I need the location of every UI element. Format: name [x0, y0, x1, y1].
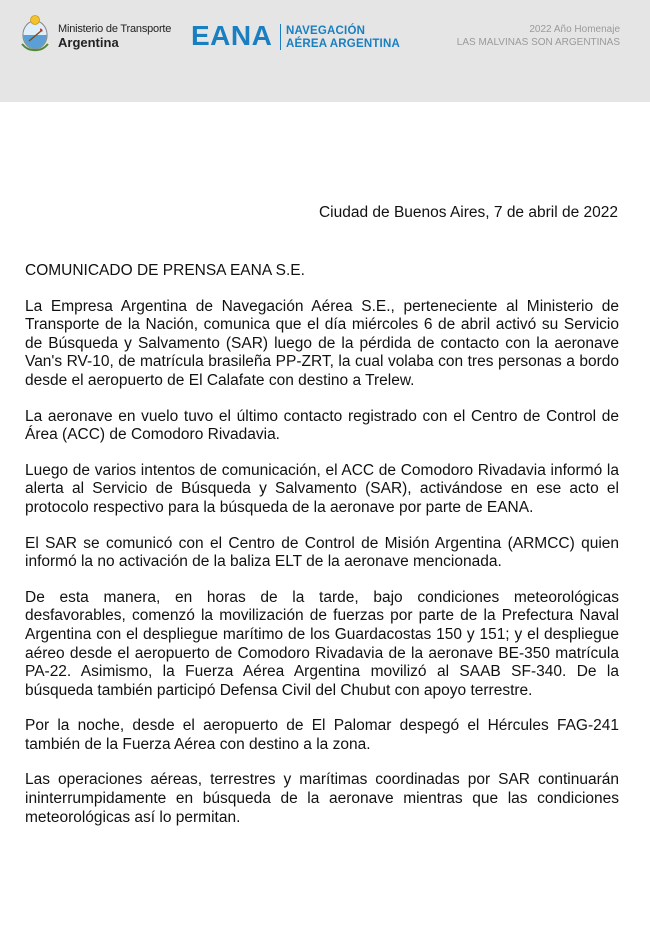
paragraph: La Empresa Argentina de Navegación Aérea S.E., perteneciente al Ministerio de Transporte de la Nación, comunica que el día miércoles 6 de abril activó su Servicio de Búsqueda y Salvamento (SAR) luego de la pérdida de contacto con la aeronave Van's RV-10, de matrícula brasileña PP-ZRT, la cual volaba con tres personas a bordo desde el aeropuerto de El Calafate con destino a Trelew. [25, 297, 619, 389]
paragraph: Por la noche, desde el aeropuerto de El Palomar despegó el Hércules FAG-241 también de la Fuerza Aérea con destino a la zona. [25, 717, 619, 753]
homenaje-line1: 2022 Año Homenaje [529, 24, 620, 35]
document-body [25, 262, 619, 844]
paragraph: De esta manera, en horas de la tarde, bajo condiciones meteorológicas desfavorables, comenzó la movilización de fuerzas por parte de la Prefectura Naval Argentina con el despliegue marítimo de los Guardacostas 150 y 151; y el despliegue aéreo desde el aeropuerto de Comodoro Rivadavia de la aeronave BE-350 matrícula PA-22. Asimismo, la Fuerza Aérea Argentina movilizó al SAAB SF-340. De la búsqueda también participó Defensa Civil del Chubut con apoyo terrestre. [25, 588, 619, 699]
eana-subtitle-line2: AÉREA ARGENTINA [286, 37, 400, 50]
ministry-country: Argentina [58, 35, 119, 50]
homenaje-motto [457, 23, 620, 49]
paragraph: Luego de varios intentos de comunicación, el ACC de Comodoro Rivadavia informó la alerta al Servicio de Búsqueda y Salvamento (SAR), activándose en ese acto el protocolo respectivo para la búsqueda de la aeronave por parte de EANA. [25, 461, 619, 516]
paragraph: La aeronave en vuelo tuvo el último contacto registrado con el Centro de Control de Área (ACC) de Comodoro Rivadavia. [25, 407, 619, 444]
argentina-coat-of-arms-icon [20, 14, 50, 52]
ministry-name: Ministerio de Transporte [58, 23, 172, 35]
eana-subtitle-line1: NAVEGACIÓN [286, 25, 366, 37]
paragraph: Las operaciones aéreas, terrestres y marítimas coordinadas por SAR continuarán ininterrumpidamente en búsqueda de la aeronave mientras que las condiciones meteorológicas así lo permitan. [25, 771, 619, 826]
document-title: COMUNICADO DE PRENSA EANA S.E. [25, 262, 305, 279]
document-date: Ciudad de Buenos Aires, 7 de abril de 2022 [318, 204, 618, 221]
homenaje-line2: LAS MALVINAS SON ARGENTINAS [456, 37, 620, 48]
paragraph: El SAR se comunicó con el Centro de Control de Misión Argentina (ARMCC) quien informó la no activación de la baliza ELT de la aeronave mencionada. [25, 534, 619, 571]
letterhead [0, 0, 650, 102]
eana-subtitle [286, 25, 400, 50]
eana-logo: EANA [191, 20, 273, 51]
ministry-logo-text [58, 23, 171, 50]
logo-divider [280, 24, 281, 50]
